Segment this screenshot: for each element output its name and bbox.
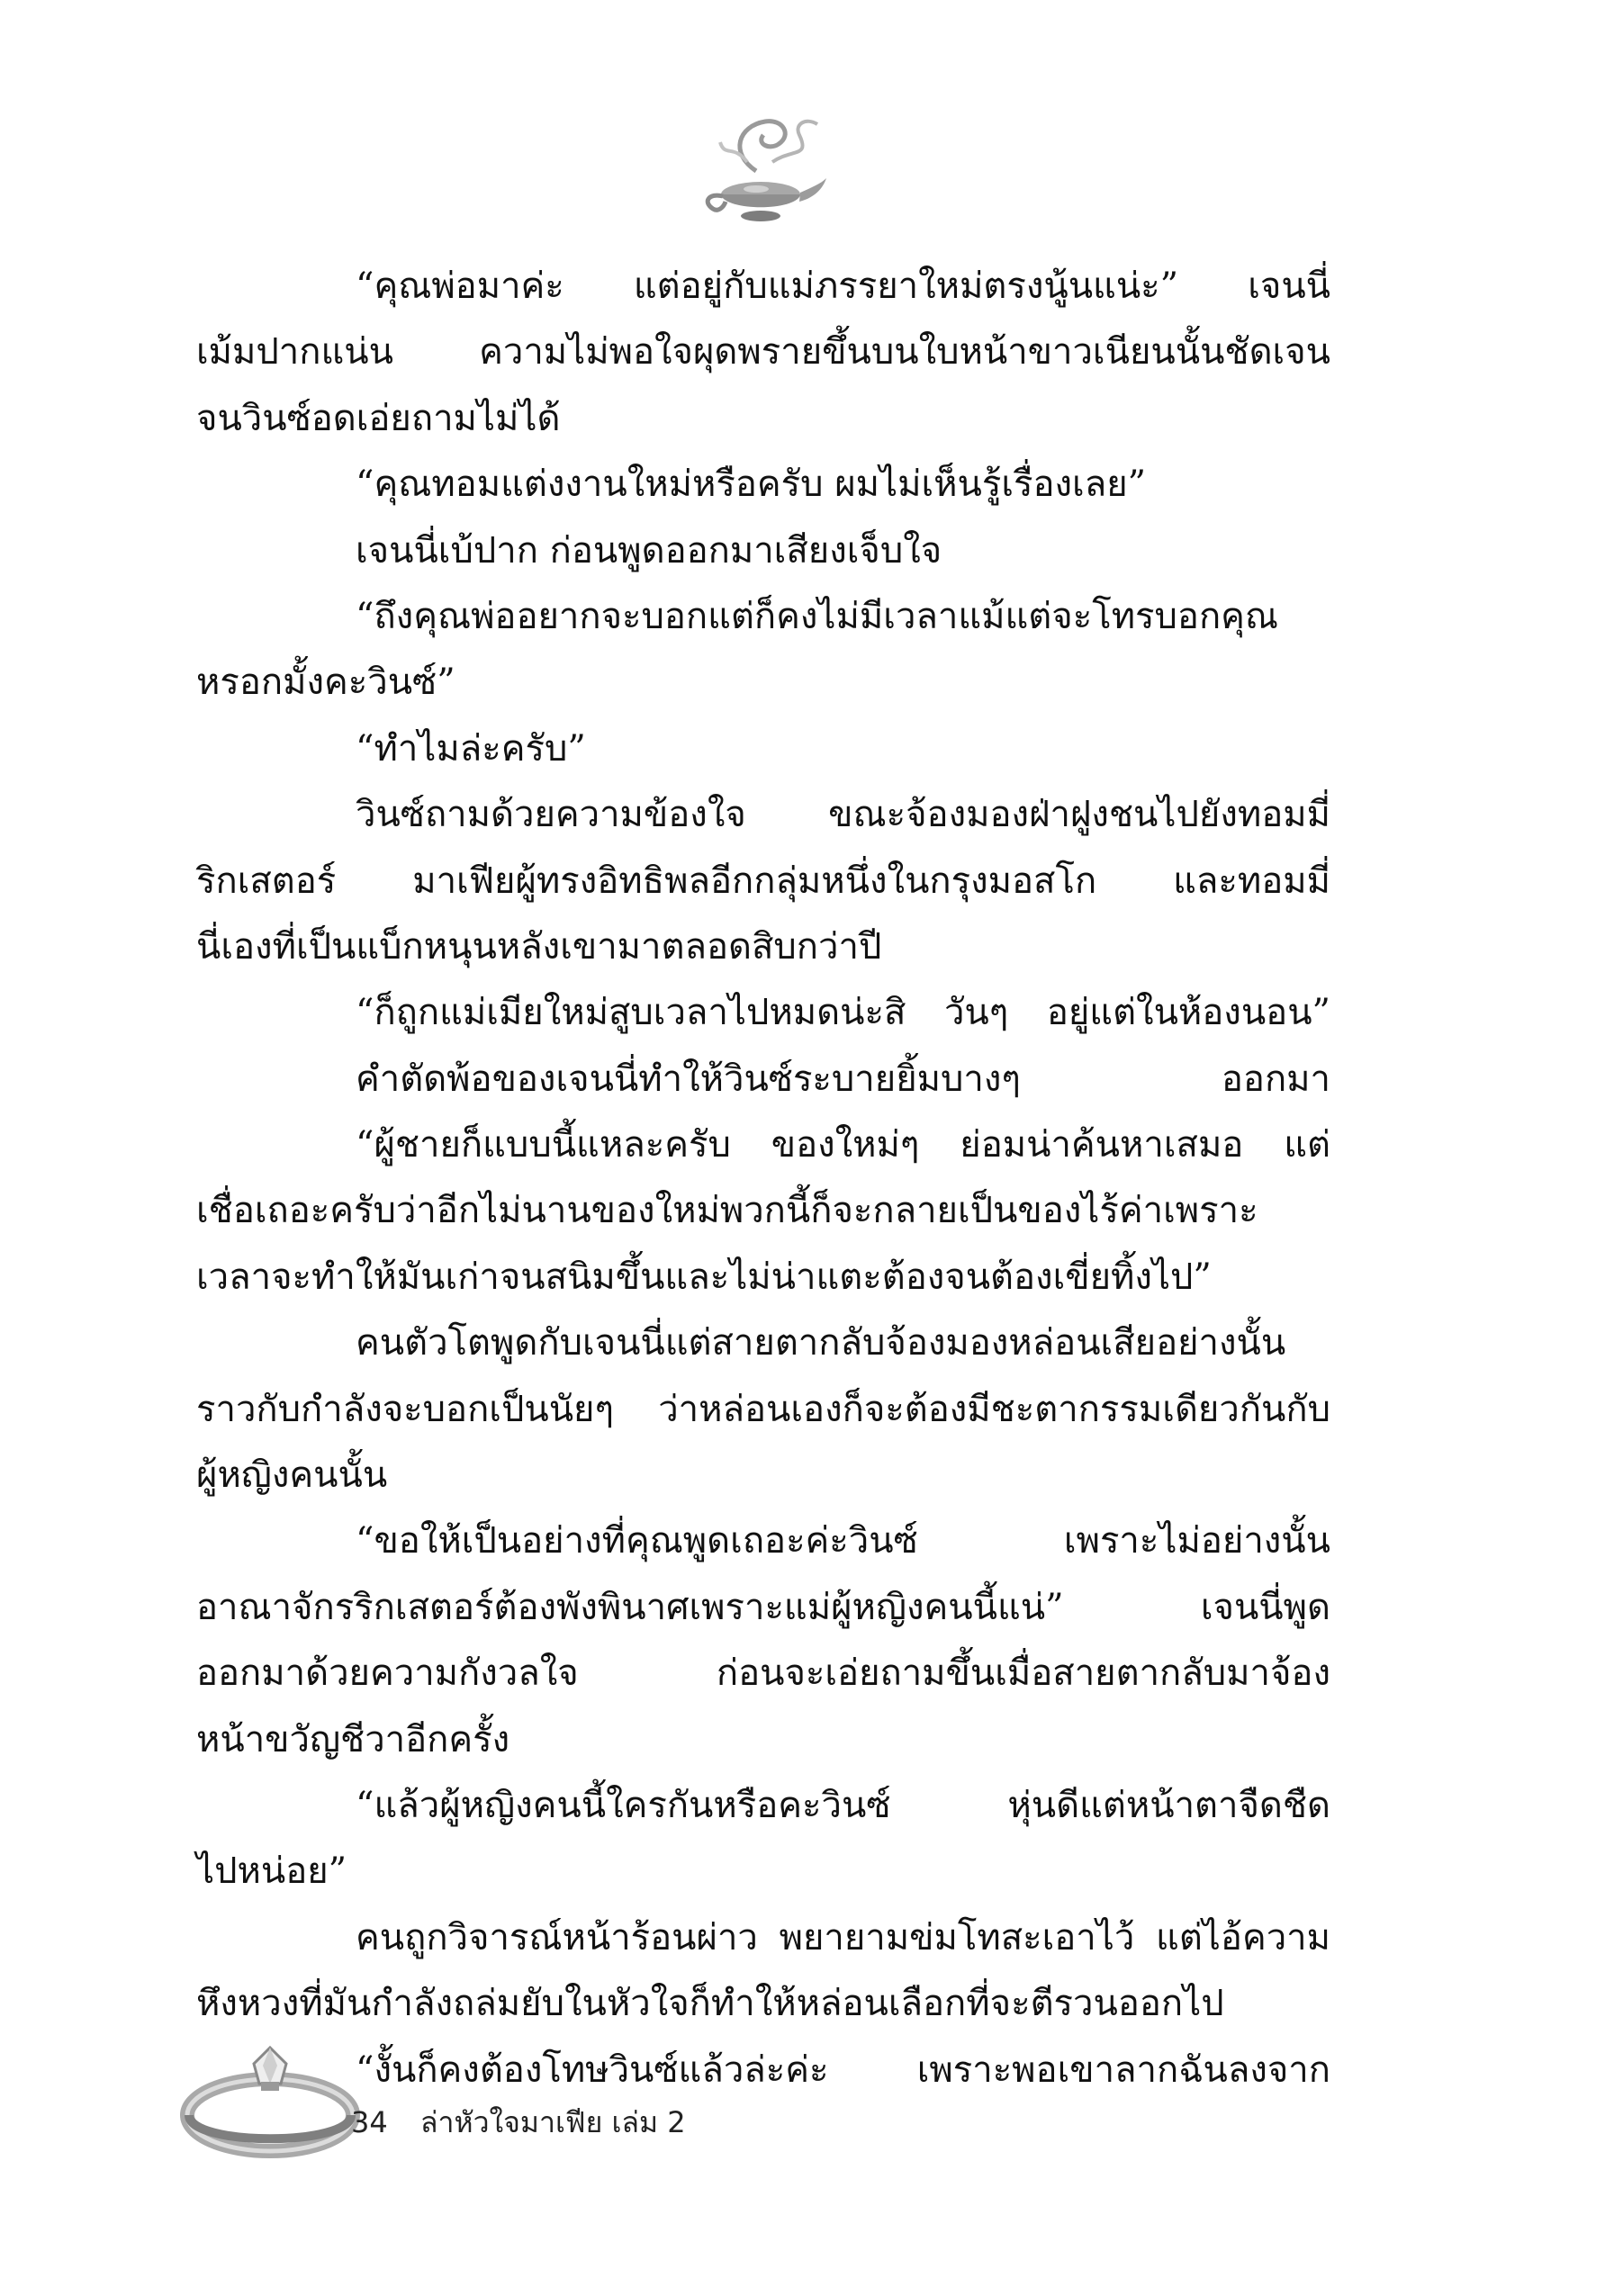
text-line: หน้าขวัญชีวาอีกครั้ง (196, 1718, 510, 1760)
text-line: ราวกับกำลังจะบอกเป็นนัยๆ ว่าหล่อนเองก็จะต้องมีชะตากรรมเดียวกันกับ (196, 1388, 1330, 1430)
text-line: คนตัวโตพูดกับเจนนี่แต่สายตากลับจ้องมองหล่อนเสียอย่างนั้น (356, 1322, 1286, 1364)
diamond-ring-icon (180, 2030, 360, 2165)
text-line: อาณาจักรริกเสตอร์ต้องพังพินาศเพราะแม่ผู้หญิงคนนี้แน่” เจนนี่พูด (196, 1586, 1330, 1628)
text-line: “ผู้ชายก็แบบนี้แหละครับ ของใหม่ๆ ย่อมน่าค้นหาเสมอ แต่ (356, 1124, 1330, 1166)
text-line: “คุณทอมแต่งงานใหม่หรือครับ ผมไม่เห็นรู้เรื่องเลย” (356, 464, 1147, 506)
genie-lamp-icon (693, 108, 828, 234)
text-line: “ขอให้เป็นอย่างที่คุณพูดเถอะค่ะวินซ์ เพราะไม่อย่างนั้น (356, 1520, 1330, 1562)
text-line: “คุณพ่อมาค่ะ แต่อยู่กับแม่ภรรยาใหม่ตรงนู้นแน่ะ” เจนนี่ (356, 266, 1330, 307)
page-footer (180, 2030, 990, 2165)
text-line: คนถูกวิจารณ์หน้าร้อนผ่าว พยายามข่มโทสะเอาไว้ แต่ไอ้ความ (356, 1916, 1330, 1958)
footer-caption (351, 2100, 686, 2146)
text-line: ออกมาด้วยความกังวลใจ ก่อนจะเอ่ยถามขึ้นเมื่อสายตากลับมาจ้อง (196, 1652, 1330, 1695)
text-line: “งั้นก็คงต้องโทษวินซ์แล้วล่ะค่ะ เพราะพอเขาลากฉันลงจาก (356, 2048, 1330, 2091)
text-line: ไปหน่อย” (196, 1850, 347, 1893)
text-line: “แล้วผู้หญิงคนนี้ใครกันหรือคะวินซ์ หุ่นดีแต่หน้าตาจืดชืด (356, 1784, 1330, 1826)
text-line: “ก็ถูกแม่เมียใหม่สูบเวลาไปหมดน่ะสิ วันๆ อยู่แต่ในห้องนอน” (356, 992, 1330, 1034)
text-line: เม้มปากแน่น ความไม่พอใจผุดพรายขึ้นบนใบหน้าขาวเนียนนั้นชัดเจน (196, 331, 1330, 374)
text-line: นี่เองที่เป็นแบ็กหนุนหลังเขามาตลอดสิบกว่าปี (196, 925, 882, 968)
text-line: หึงหวงที่มันกำลังถล่มยับในหัวใจก็ทำให้หล่อนเลือกที่จะตีรวนออกไป (196, 1983, 1224, 2025)
text-line: หรอกมั้งคะวินซ์” (196, 662, 455, 704)
text-line: “ทำไมล่ะครับ” (356, 727, 586, 770)
text-line: วินซ์ถามด้วยความข้องใจ ขณะจ้องมองฝ่าฝูงชนไปยังทอมมี่ (356, 794, 1330, 836)
page-number: 34 (351, 2105, 388, 2139)
text-line: เวลาจะทำให้มันเก่าจนสนิมขึ้นและไม่น่าแตะต้องจนต้องเขี่ยทิ้งไป” (196, 1256, 1212, 1298)
text-line: เจนนี่เบ้ปาก ก่อนพูดออกมาเสียงเจ็บใจ (356, 529, 942, 572)
text-line: ผู้หญิงคนนั้น (196, 1454, 388, 1497)
text-line: คำตัดพ้อของเจนนี่ทำให้วินซ์ระบายยิ้มบางๆ ออกมา (356, 1058, 1330, 1100)
text-line: จนวินซ์อดเอ่ยถามไม่ได้ (196, 397, 561, 439)
text-line: เชื่อเถอะครับว่าอีกไม่นานของใหม่พวกนี้ก็จะกลายเป็นของไร้ค่าเพราะ (196, 1190, 1258, 1232)
text-line: ริกเสตอร์ มาเฟียผู้ทรงอิทธิพลอีกกลุ่มหนึ่งในกรุงมอสโก และทอมมี่ (196, 860, 1330, 902)
body-text (196, 254, 1330, 2103)
book-title: ล่าหัวใจมาเฟีย เล่ม 2 (419, 2105, 686, 2139)
text-line: “ถึงคุณพ่ออยากจะบอกแต่ก็คงไม่มีเวลาแม้แต่จะโทรบอกคุณ (356, 595, 1279, 637)
